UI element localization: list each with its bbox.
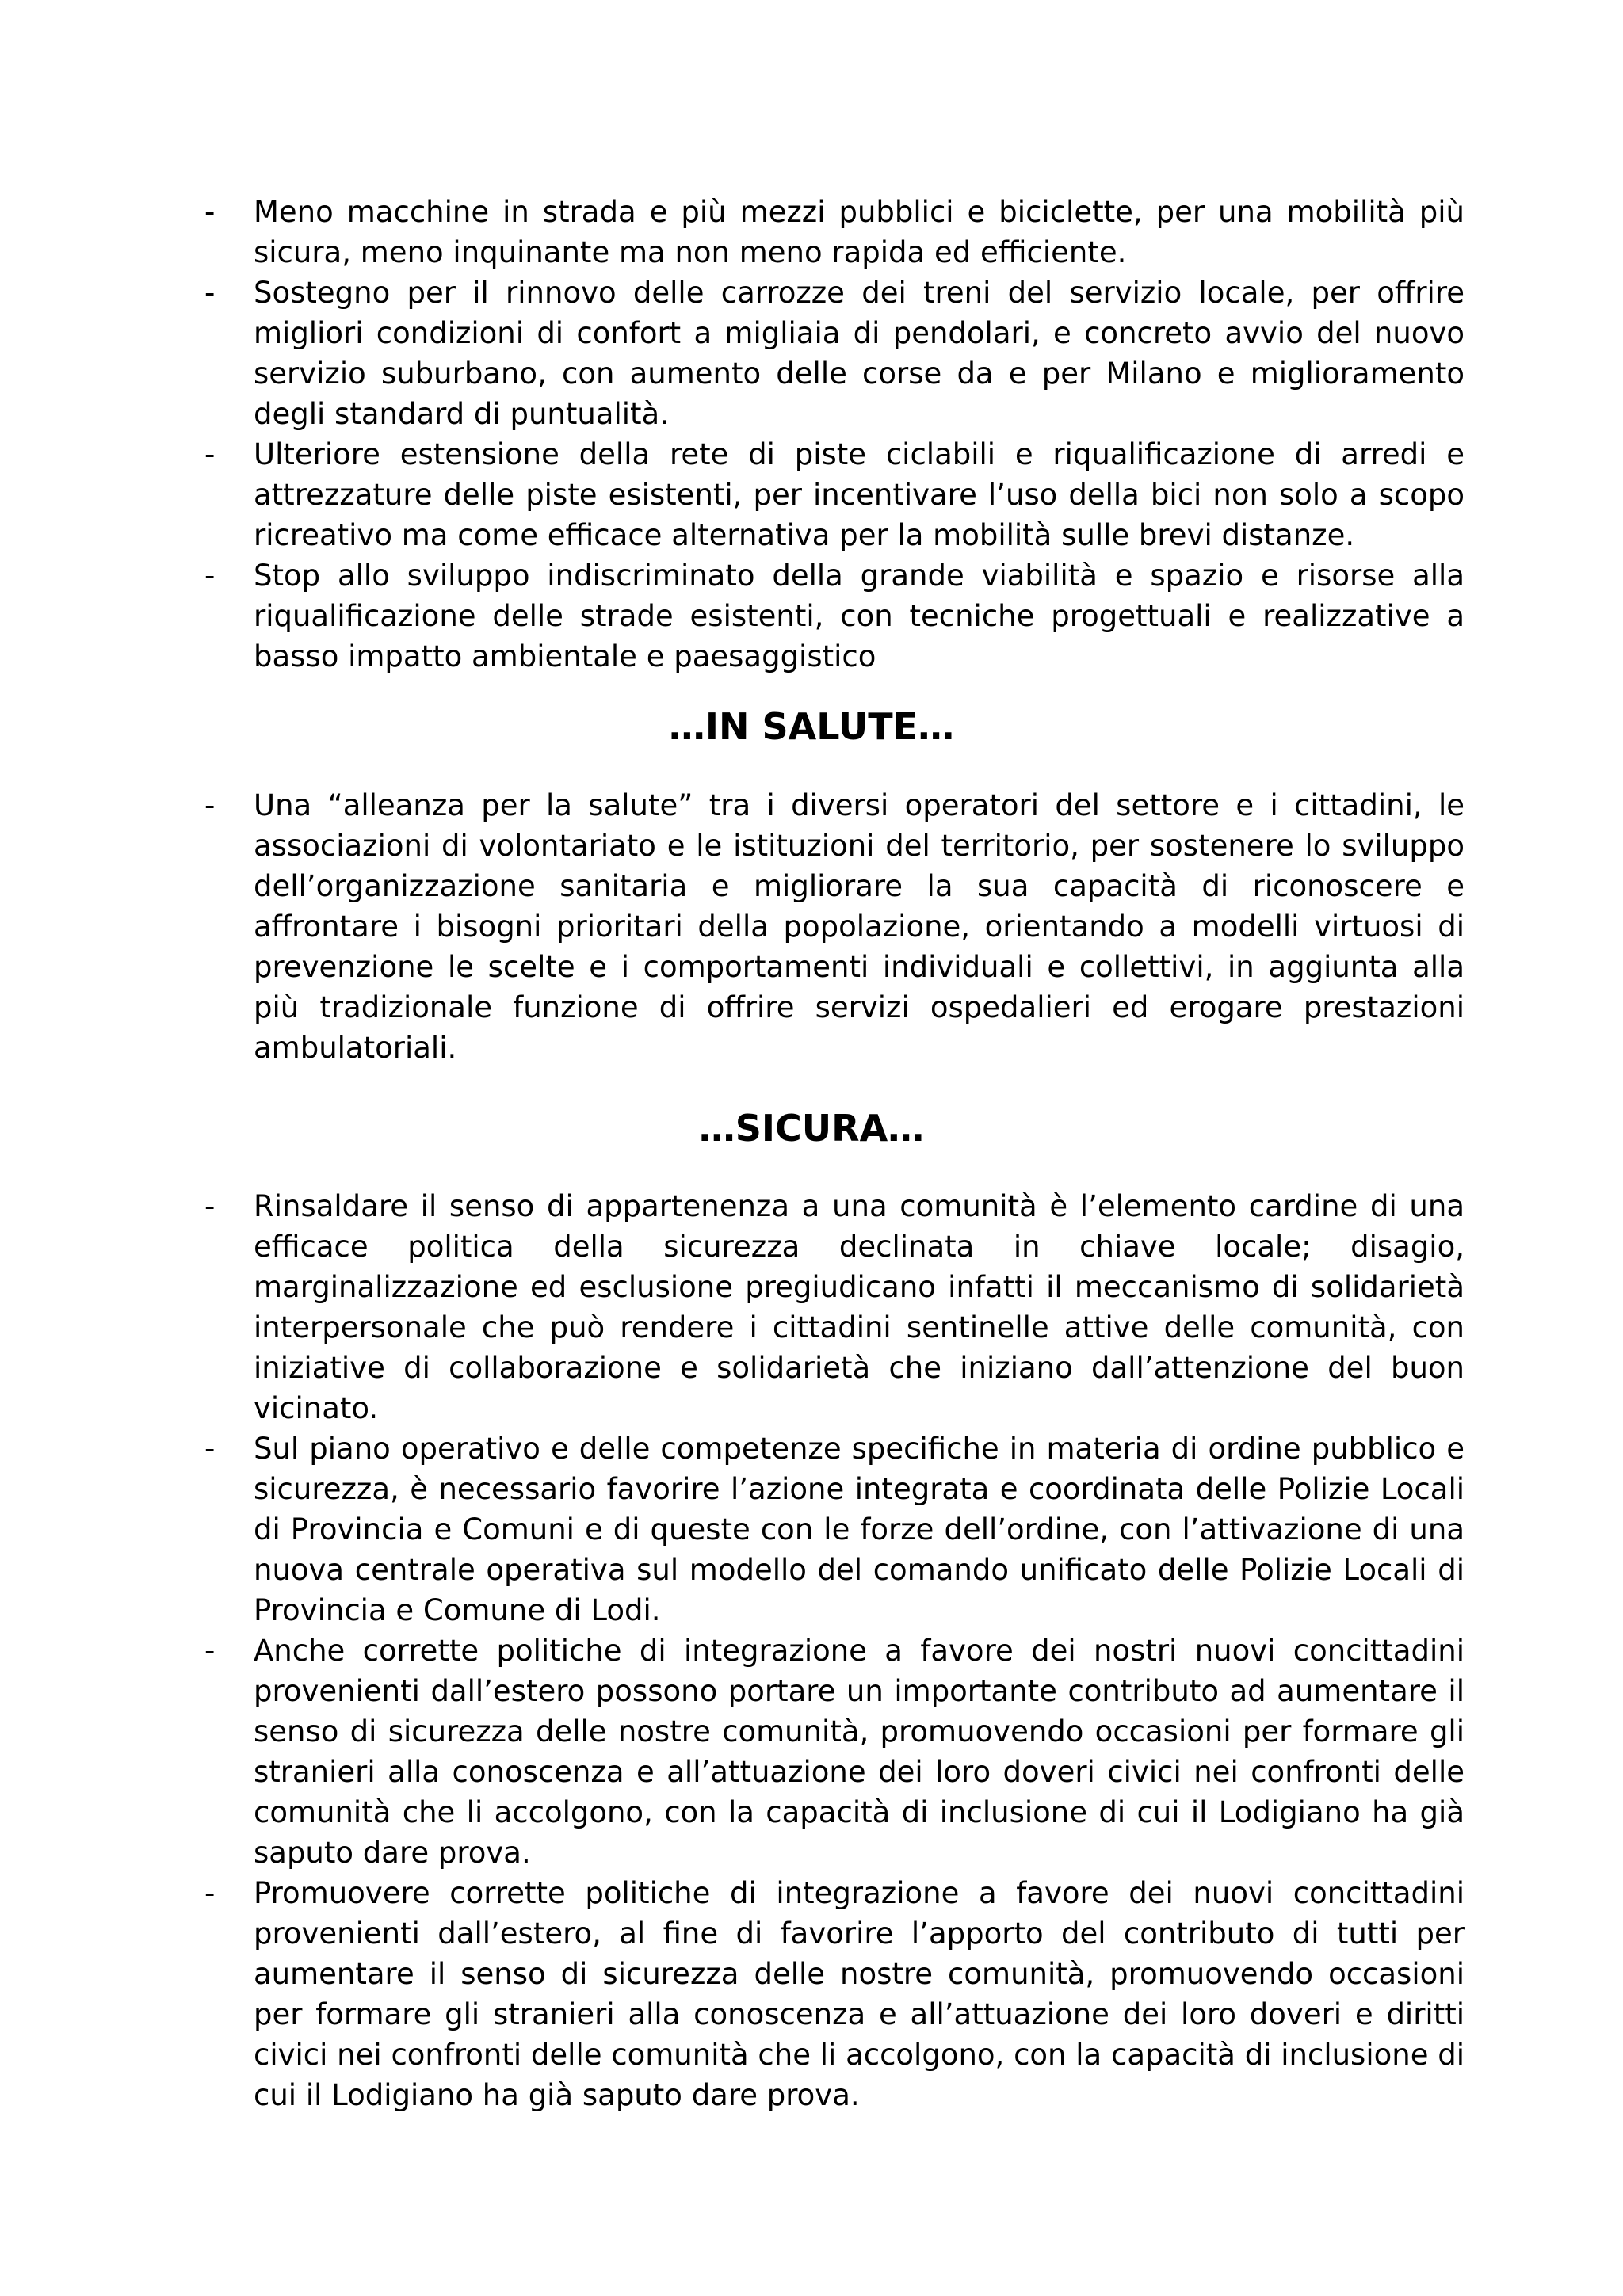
- bullet-text: Stop allo sviluppo indiscriminato della grande viabilità e spazio e risorse alla riqualificazione delle strade esistenti, con tecniche progettuali e realizzative a basso impatto ambientale e paesaggistico: [254, 559, 1465, 673]
- section-heading-in-salute: …IN SALUTE…: [668, 705, 955, 748]
- bullet-item: [0, 1873, 1623, 2115]
- mobility-section: [0, 192, 1623, 677]
- bullet-dash: -: [204, 1432, 216, 1466]
- bullet-item: [0, 192, 1623, 273]
- bullet-text: Sul piano operativo e delle competenze specifiche in materia di ordine pubblico e sicurezza, è necessario favorire l’azione integrata e coordinata delle Polizie Locali di Provincia e Comuni e di queste con le forze dell’ordine, con l’attivazione di una nuova centrale operativa sul modello del comando unificato delle Polizie Locali di Provincia e Comune di Lodi.: [254, 1432, 1465, 1627]
- bullet-text: Promuovere corrette politiche di integrazione a favore dei nuovi concittadini provenienti dall’estero, al fine di favorire l’apporto del contributo di tutti per aumentare il senso di sicurezza delle nostre comunità, promuovendo occasioni per formare gli stranieri alla conoscenza e all’attuazione dei loro doveri e diritti civici nei confronti delle comunità che li accolgono, con la capacità di inclusione di cui il Lodigiano ha già saputo dare prova.: [254, 1876, 1465, 2112]
- bullet-item: [0, 1630, 1623, 1873]
- bullet-dash: -: [204, 195, 216, 229]
- bullet-dash: -: [204, 437, 216, 471]
- bullet-text: Una “alleanza per la salute” tra i diversi operatori del settore e i cittadini, le associazioni di volontariato e le istituzioni del territorio, per sostenere lo sviluppo dell’organizzazione sanitaria e migliorare la sua capacità di riconoscere e affrontare i bisogni prioritari della popolazione, orientando a modelli virtuosi di prevenzione le scelte e i comportamenti individuali e collettivi, in aggiunta alla più tradizionale funzione di offrire servizi ospedalieri ed erogare prestazioni ambulatoriali.: [254, 788, 1465, 1065]
- bullet-dash: -: [204, 559, 216, 593]
- health-section: [0, 785, 1623, 1068]
- bullet-text: Anche corrette politiche di integrazione a favore dei nostri nuovi concittadini provenienti dall’estero possono portare un importante contributo ad aumentare il senso di sicurezza delle nostre comunità, promuovendo occasioni per formare gli stranieri alla conoscenza e all’attuazione dei loro doveri civici nei confronti delle comunità che li accolgono, con la capacità di inclusione di cui il Lodigiano ha già saputo dare prova.: [254, 1634, 1465, 1870]
- bullet-item: [0, 555, 1623, 677]
- bullet-text: Sostegno per il rinnovo delle carrozze dei treni del servizio locale, per offrire migliori condizioni di confort a migliaia di pendolari, e concreto avvio del nuovo servizio suburbano, con aumento delle corse da e per Milano e miglioramento degli standard di puntualità.: [254, 276, 1465, 431]
- section-heading-sicura: …SICURA…: [698, 1107, 925, 1150]
- bullet-text: Rinsaldare il senso di appartenenza a una comunità è l’elemento cardine di una efficace politica della sicurezza declinata in chiave locale; disagio, marginalizzazione ed esclusione pregiudicano infatti il meccanismo di solidarietà interpersonale che può rendere i cittadini sentinelle attive delle comunità, con iniziative di collaborazione e solidarietà che iniziano dall’attenzione del buon vicinato.: [254, 1189, 1465, 1425]
- health-bullet-list: [0, 785, 1623, 1068]
- bullet-item: [0, 273, 1623, 434]
- bullet-dash: -: [204, 1634, 216, 1668]
- bullet-text: Ulteriore estensione della rete di piste ciclabili e riqualificazione di arredi e attrezzature delle piste esistenti, per incentivare l’uso della bici non solo a scopo ricreativo ma come efficace alternativa per la mobilità sulle brevi distanze.: [254, 437, 1465, 552]
- bullet-text: Meno macchine in strada e più mezzi pubblici e biciclette, per una mobilità più sicura, meno inquinante ma non meno rapida ed efficiente.: [254, 195, 1465, 269]
- bullet-dash: -: [204, 788, 216, 822]
- bullet-item: [0, 1186, 1623, 1428]
- bullet-dash: -: [204, 1189, 216, 1223]
- security-section: [0, 1186, 1623, 2115]
- bullet-item: [0, 434, 1623, 555]
- security-bullet-list: [0, 1186, 1623, 2115]
- bullet-dash: -: [204, 276, 216, 310]
- mobility-bullet-list: [0, 192, 1623, 677]
- bullet-item: [0, 1428, 1623, 1630]
- bullet-item: [0, 785, 1623, 1068]
- bullet-dash: -: [204, 1876, 216, 1910]
